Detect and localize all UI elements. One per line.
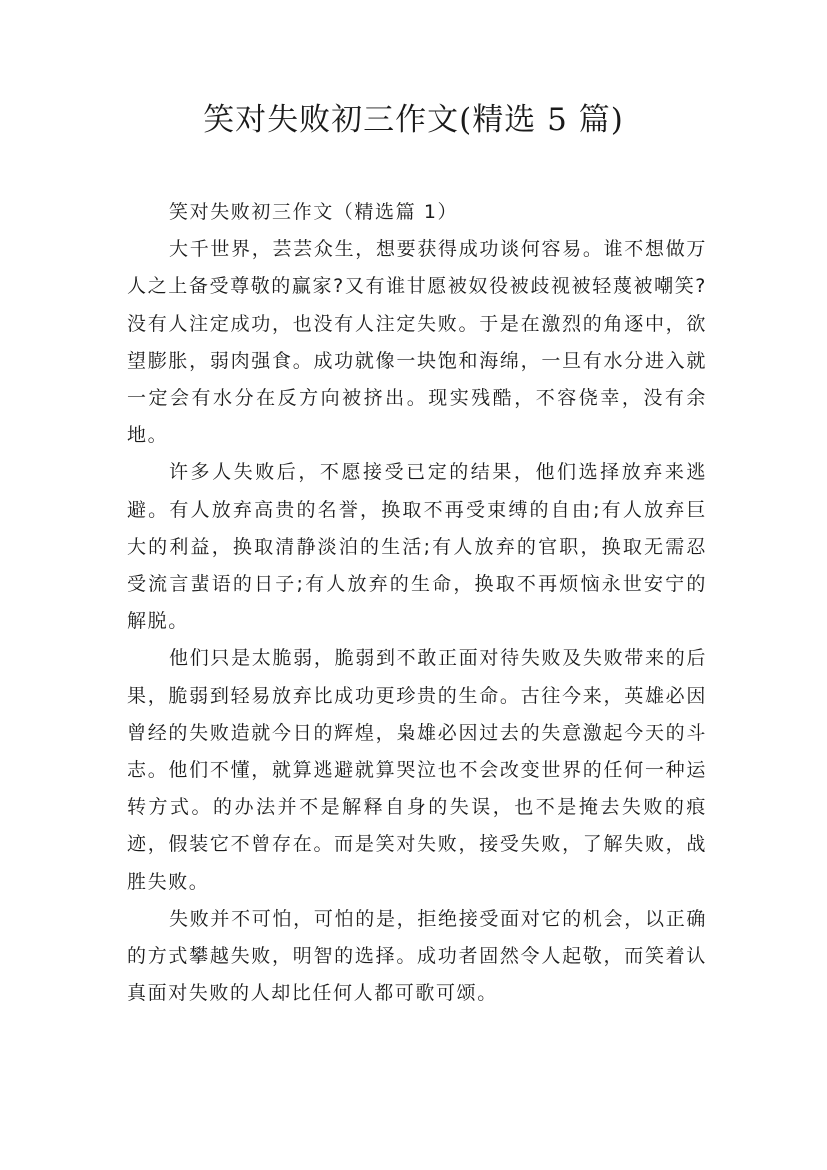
- section-subtitle: 笑对失败初三作文（精选篇 1）: [169, 201, 459, 223]
- paragraph-3: 他们只是太脆弱，脆弱到不敢正面对待失败及失败带来的后果，脆弱到轻易放弃比成功更珍贵的生命。古往今来，英雄必因曾经的失败造就今日的辉煌，枭雄必因过去的失意激起今天的斗志。他们不懂，就算逃避就算哭泣也不会改变世界的任何一种运转方式。的办法并不是解释自身的失误，也不是掩去失败的痕迹，假装它不曾存在。而是笑对失败，接受失败，了解失败，战胜失败。: [127, 647, 707, 893]
- paragraph-2: 许多人失败后，不愿接受已定的结果，他们选择放弃来逃避。有人放弃高贵的名誉，换取不再受束缚的自由;有人放弃巨大的利益，换取清静淡泊的生活;有人放弃的官职，换取无需忍受流言蜚语的日子;有人放弃的生命，换取不再烦恼永世安宁的解脱。: [127, 461, 707, 633]
- document-body: [127, 194, 707, 1012]
- document-title: 笑对失败初三作文(精选 5 篇): [203, 102, 624, 138]
- paragraph-1: 大千世界，芸芸众生，想要获得成功谈何容易。谁不想做万人之上备受尊敬的赢家?又有谁甘愿被奴役被歧视被轻蔑被嘲笑?没有人注定成功，也没有人注定失败。于是在激烈的角逐中，欲望膨胀，弱肉强食。成功就像一块饱和海绵，一旦有水分进入就一定会有水分在反方向被挤出。现实残酷，不容侥幸，没有余地。: [127, 238, 707, 447]
- paragraph-4: 失败并不可怕，可怕的是，拒绝接受面对它的机会，以正确的方式攀越失败，明智的选择。成功者固然令人起敬，而笑着认真面对失败的人却比任何人都可歌可颂。: [127, 907, 707, 1005]
